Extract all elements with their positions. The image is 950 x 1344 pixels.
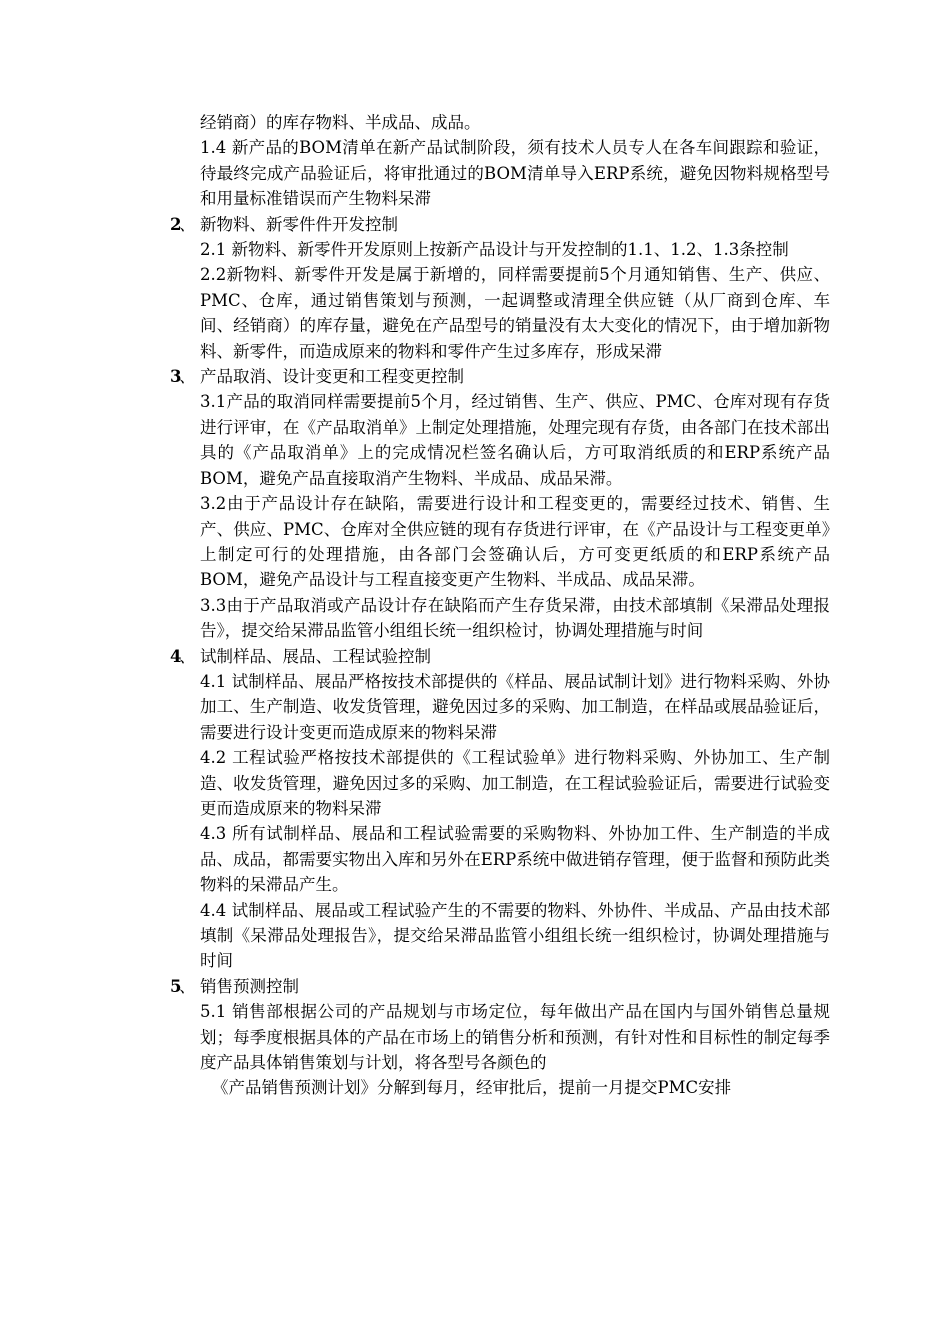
paragraph-3-3: 3.3由于产品取消或产品设计存在缺陷而产生存货呆滞，由技术部填制《呆滞品处理报告》，提交给呆滞品监管小组组长统一组织检讨，协调处理措施与时间 (200, 595, 830, 641)
paragraph-4-1: 4.1 试制样品、展品严格按技术部提供的《样品、展品试制计划》进行物料采购、外协加工、生产制造、收发货管理，避免因过多的采购、加工制造，在样品或展品验证后，需要进行设计变更而造成原来的物料呆滞 (200, 671, 830, 742)
section-heading-4 (170, 644, 830, 669)
paragraph-4-3: 4.3 所有试制样品、展品和工程试验需要的采购物料、外协加工件、生产制造的半成品、成品，都需要实物出入库和另外在ERP系统中做进销存管理，便于监督和预防此类物料的呆滞品产生。 (200, 824, 830, 895)
paragraph-2-1: 2.1 新物料、新零件开发原则上按新产品设计与开发控制的1.1、1.2、1.3条控制 (200, 240, 789, 260)
section-separator: 、 (179, 367, 196, 387)
section-title: 销售预测控制 (200, 976, 299, 996)
paragraph-4-4: 4.4 试制样品、展品或工程试验产生的不需要的物料、外协件、半成品、产品由技术部填制《呆滞品处理报告》，提交给呆滞品监管小组组长统一组织检讨，协调处理措施与时间 (200, 900, 830, 971)
paragraph-4-2: 4.2 工程试验严格按技术部提供的《工程试验单》进行物料采购、外协加工、生产制造、收发货管理，避免因过多的采购、加工制造，在工程试验验证后，需要进行试验变更而造成原来的物料呆滞 (200, 748, 830, 818)
document-body (170, 110, 830, 1101)
section-separator: 、 (179, 646, 196, 666)
section-separator: 、 (179, 214, 196, 234)
section-number: 5 (170, 976, 182, 996)
section-title: 新物料、新零件件开发控制 (200, 214, 398, 234)
paragraph-1-4: 1.4 新产品的BOM清单在新产品试制阶段，须有技术人员专人在各车间跟踪和验证，待最终完成产品验证后，将审批通过的BOM清单导入ERP系统，避免因物料规格型号和用量标准错误而产生物料呆滞 (200, 138, 830, 209)
paragraph-1-3-tail: 经销商）的库存物料、半成品、成品。 (200, 113, 481, 132)
section-number: 2 (170, 214, 182, 234)
paragraph-3-2: 3.2由于产品设计存在缺陷，需要进行设计和工程变更的，需要经过技术、销售、生产、供应、PMC、仓库对全供应链的现有存货进行评审，在《产品设计与工程变更单》上制定可行的处理措施，由各部门会签确认后，方可变更纸质的和ERP系统产品BOM，避免产品设计与工程直接变更产生物料、半成品、成品呆滞。 (200, 494, 830, 590)
section-heading-2 (170, 212, 830, 237)
section-separator: 、 (179, 976, 196, 996)
section-heading-5 (170, 974, 830, 999)
section-title: 试制样品、展品、工程试验控制 (200, 646, 431, 666)
paragraph-5-1: 5.1 销售部根据公司的产品规划与市场定位，每年做出产品在国内与国外销售总量规划；每季度根据具体的产品在市场上的销售分析和预测，有针对性和目标性的制定每季度产品具体销售策划与计划，将各型号各颜色的 (200, 1002, 830, 1073)
paragraph-3-1: 3.1产品的取消同样需要提前5个月，经过销售、生产、供应、PMC、仓库对现有存货进行评审，在《产品取消单》上制定处理措施，处理完现有存货，由各部门在技术部出具的《产品取消单》上的完成情况栏签名确认后，方可取消纸质的和ERP系统产品BOM，避免产品直接取消产生物料、半成品、成品呆滞。 (200, 392, 830, 488)
section-title: 产品取消、设计变更和工程变更控制 (200, 367, 464, 387)
section-heading-3 (170, 364, 830, 389)
paragraph-2-2: 2.2新物料、新零件开发是属于新增的，同样需要提前5个月通知销售、生产、供应、PMC、仓库，通过销售策划与预测，一起调整或清理全供应链（从厂商到仓库、车间、经销商）的库存量，避免在产品型号的销量没有太大变化的情况下，由于增加新物料、新零件，而造成原来的物料和零件产生过多库存，形成呆滞 (200, 265, 830, 361)
section-number: 3 (170, 367, 182, 387)
section-number: 4 (170, 646, 182, 666)
paragraph-5-1-continuation: 《产品销售预测计划》分解到每月，经审批后，提前一月提交PMC安排 (212, 1078, 732, 1098)
